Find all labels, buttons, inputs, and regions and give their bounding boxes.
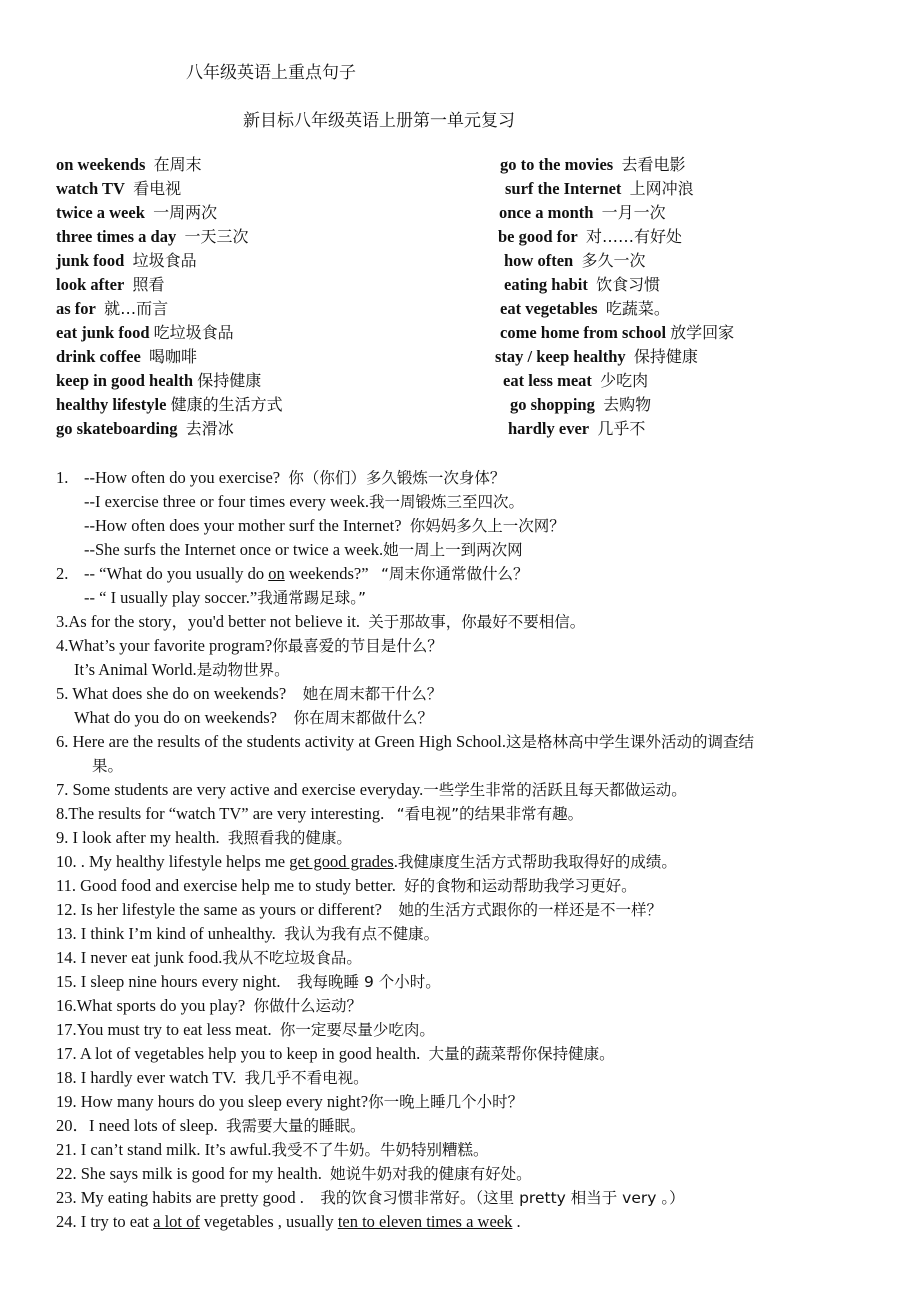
sentence-16: 16.What sports do you play? 你做什么运动？ <box>56 996 363 1015</box>
sentence-1: 1. --How often do you exercise? 你（你们）多久锻炼一次身体？ <box>56 468 506 487</box>
vocab-item: go to the movies 去看电影 <box>500 155 686 174</box>
vocab-item: look after 照看 <box>56 275 165 294</box>
sentence-12: 12. Is her lifestyle the same as yours or different? 她的生活方式跟你的一样还是不一样？ <box>56 900 662 919</box>
sentence-13: 13. I think I’m kind of unhealthy. 我认为我有点不健康。 <box>56 924 440 943</box>
sentence-20: 20．I need lots of sleep. 我需要大量的睡眠。 <box>56 1116 366 1135</box>
document-subtitle: 新目标八年级英语上册第一单元复习 <box>243 111 515 131</box>
vocab-item: eat vegetables 吃蔬菜。 <box>500 299 670 318</box>
vocab-item: as for 就…而言 <box>56 299 169 318</box>
sentence-10: 10. . My healthy lifestyle helps me get good grades.我健康度生活方式帮助我取得好的成绩。 <box>56 852 677 871</box>
vocab-item: eating habit 饮食习惯 <box>504 275 661 294</box>
vocab-item: how often 多久一次 <box>504 251 646 270</box>
document-title: 八年级英语上重点句子 <box>186 63 356 83</box>
sentence-21: 21. I can’t stand milk. It’s awful.我受不了牛奶。牛奶特别糟糕。 <box>56 1140 489 1159</box>
vocab-item: healthy lifestyle 健康的生活方式 <box>56 395 283 414</box>
vocab-item: drink coffee 喝咖啡 <box>56 347 198 366</box>
sentence-2: 2. -- “What do you usually do on weekends?” “周末你通常做什么？ <box>56 564 529 583</box>
sentence-5: 5. What does she do on weekends? 她在周末都干什么？ <box>56 684 443 703</box>
sentence-2-line: -- “ I usually play soccer.”我通常踢足球。” <box>84 588 366 607</box>
vocab-item: come home from school 放学回家 <box>500 323 735 342</box>
sentence-4: 4.What’s your favorite program?你最喜爱的节目是什么？ <box>56 636 443 655</box>
sentence-1-line: --I exercise three or four times every week.我一周锻炼三至四次。 <box>84 492 524 511</box>
vocab-item: surf the Internet 上网冲浪 <box>505 179 694 198</box>
vocab-item: go shopping 去购物 <box>510 395 652 414</box>
sentence-6: 6. Here are the results of the students activity at Green High School.这是格林高中学生课外活动的调查结 <box>56 732 754 751</box>
sentence-3: 3.As for the story，you'd better not believe it. 关于那故事，你最好不要相信。 <box>56 612 586 631</box>
sentence-19: 19. How many hours do you sleep every night?你一晚上睡几个小时？ <box>56 1092 524 1111</box>
vocab-item: three times a day 一天三次 <box>56 227 249 246</box>
sentence-18: 18. I hardly ever watch TV. 我几乎不看电视。 <box>56 1068 369 1087</box>
vocab-item: keep in good health 保持健康 <box>56 371 262 390</box>
vocab-item: eat junk food 吃垃圾食品 <box>56 323 234 342</box>
vocab-item: once a month 一月一次 <box>499 203 666 222</box>
sentence-7: 7. Some students are very active and exercise everyday.一些学生非常的活跃且每天都做运动。 <box>56 780 687 799</box>
vocab-item: junk food 垃圾食品 <box>56 251 197 270</box>
sentence-17a: 17.You must try to eat less meat. 你一定要尽量少吃肉。 <box>56 1020 435 1039</box>
vocab-item: be good for 对……有好处 <box>498 227 683 246</box>
sentence-5-line: What do you do on weekends? 你在周末都做什么？ <box>74 708 434 727</box>
sentence-6-wrap: 果。 <box>92 757 124 775</box>
sentence-14: 14. I never eat junk food.我从不吃垃圾食品。 <box>56 948 362 967</box>
sentence-23: 23. My eating habits are pretty good . 我的饮食习惯非常好。（这里 pretty 相当于 very 。） <box>56 1188 685 1207</box>
sentence-24: 24. I try to eat a lot of vegetables , usually ten to eleven times a week . <box>56 1212 521 1231</box>
vocab-item: on weekends 在周末 <box>56 155 202 174</box>
sentence-8: 8.The results for “watch TV” are very interesting. “看电视”的结果非常有趣。 <box>56 804 584 823</box>
sentence-22: 22. She says milk is good for my health. 她说牛奶对我的健康有好处。 <box>56 1164 532 1183</box>
sentence-1-line: --How often does your mother surf the Internet? 你妈妈多久上一次网？ <box>84 516 565 535</box>
sentence-4-answer: It’s Animal World.是动物世界。 <box>74 660 290 679</box>
sentence-1-line: --She surfs the Internet once or twice a week.她一周上一到两次网 <box>84 540 523 559</box>
vocab-item: twice a week 一周两次 <box>56 203 218 222</box>
sentence-9: 9. I look after my health. 我照看我的健康。 <box>56 828 352 847</box>
vocab-item: go skateboarding 去滑冰 <box>56 419 234 438</box>
vocab-item: watch TV 看电视 <box>56 179 182 198</box>
sentence-15: 15. I sleep nine hours every night. 我每晚睡 9 个小时。 <box>56 972 441 991</box>
vocab-item: stay / keep healthy 保持健康 <box>495 347 698 366</box>
vocab-item: eat less meat 少吃肉 <box>503 371 649 390</box>
sentence-17b: 17. A lot of vegetables help you to keep in good health. 大量的蔬菜帮你保持健康。 <box>56 1044 615 1063</box>
vocab-item: hardly ever 几乎不 <box>508 419 646 438</box>
sentence-11: 11. Good food and exercise help me to study better. 好的食物和运动帮助我学习更好。 <box>56 876 637 895</box>
